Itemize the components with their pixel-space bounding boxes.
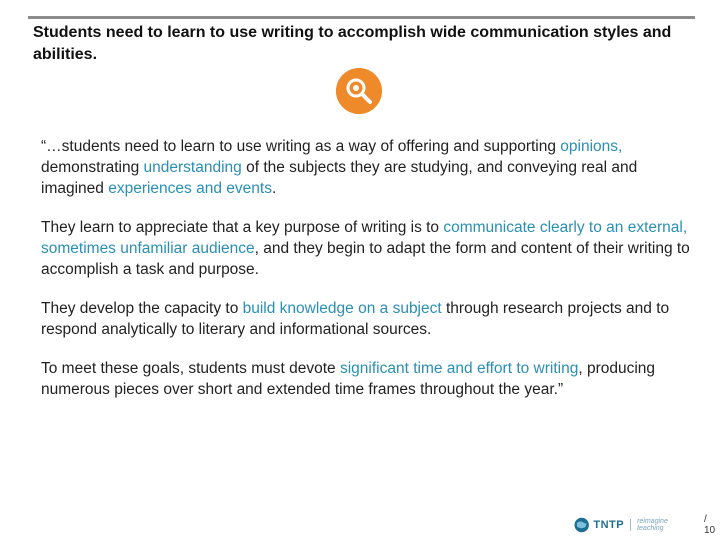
text-run: To meet these goals, students must devote [41,360,340,377]
page-number: / 10 [703,514,716,536]
highlighted-phrase: understanding [143,159,242,176]
highlighted-phrase: opinions, [560,138,623,155]
logo-divider [630,519,631,531]
quote-paragraph [41,136,691,199]
logo-tagline: reimagine teaching [637,518,668,532]
text-run: of the subjects they are studying, and conveying real and imagined [41,159,638,197]
slide-heading: Students need to learn to use writing to accomplish wide communication styles and abilities. [33,24,672,63]
text-run: , and they begin to adapt the form and content of their writing to accomplish a task and purpose. [41,240,690,278]
top-divider [28,16,695,19]
quote-paragraph [41,358,691,400]
text-run: . [271,180,277,197]
highlighted-phrase: significant time and effort to writing [339,360,579,377]
quote-paragraph [41,217,691,280]
footer [574,514,720,536]
highlighted-phrase: experiences and events [108,180,272,197]
globe-logo-icon [574,517,589,533]
text-run: through research projects and to respond analytically to literary and informational sources. [41,300,670,338]
text-run: demonstrating [41,159,144,176]
text-run: , producing numerous pieces over short and extended time frames throughout the year.” [41,360,656,398]
highlighted-phrase: communicate clearly to an external, sometimes unfamiliar audience [41,219,688,257]
text-run: They develop the capacity to [41,300,243,317]
quote-paragraph [41,298,691,340]
highlighted-phrase: build knowledge on a subject [242,300,442,317]
text-run: “…students need to learn to use writing as a way of offering and supporting [41,138,561,155]
text-run: They learn to appreciate that a key purpose of writing is to [41,219,444,236]
logo-text: TNTP [593,519,625,531]
quote-body [41,136,691,418]
search-icon [336,68,382,114]
